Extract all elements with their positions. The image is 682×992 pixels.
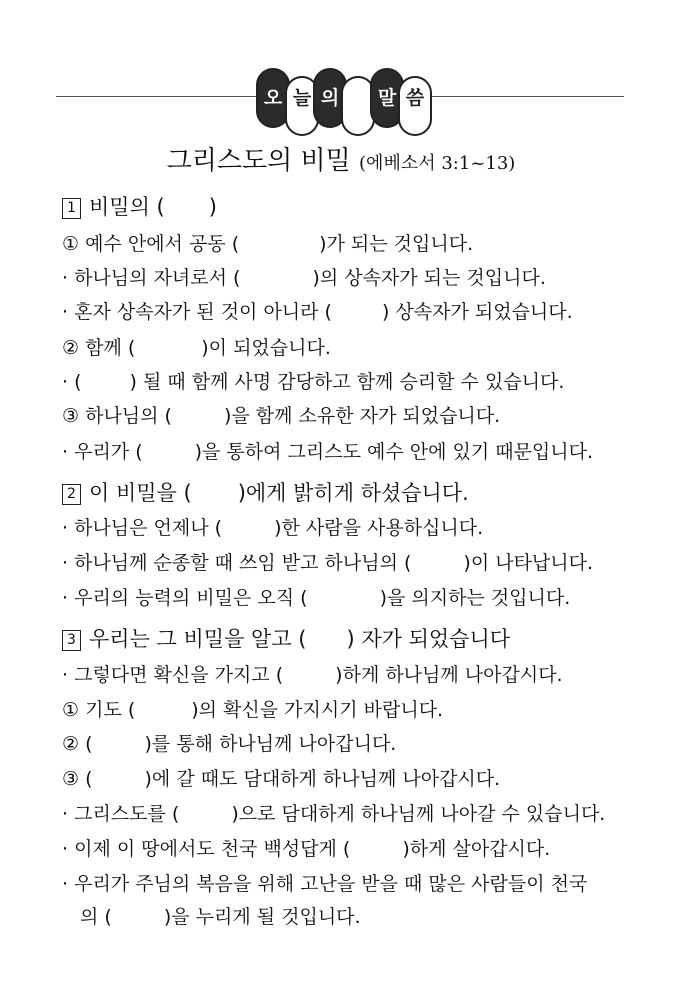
list-item-continuation: 의 ( )을 누리게 될 것입니다. — [80, 906, 361, 928]
banner-char-2: 늘 — [292, 87, 312, 109]
section-1-heading: 1 비밀의 ( ) — [62, 194, 642, 220]
list-item: ① 기도 ( )의 확신을 가지시기 바랍니다. — [62, 699, 444, 721]
list-item: · 우리가 주님의 복음을 위해 고난을 받을 때 많은 사람들이 천국 — [62, 873, 588, 895]
page-title — [0, 144, 682, 181]
section-number-box: 1 — [62, 198, 81, 219]
banner-char-1: 오 — [263, 87, 283, 109]
list-item: · 우리가 ( )을 통하여 그리스도 예수 안에 있기 때문입니다. — [62, 441, 594, 463]
banner-char-5: 씀 — [405, 87, 425, 109]
list-item: · 이제 이 땅에서도 천국 백성답게 ( )하게 살아갑시다. — [62, 838, 551, 860]
section-3-heading: 3 우리는 그 비밀을 알고 ( ) 자가 되었습니다 — [62, 626, 642, 652]
list-item: · 그리스도를 ( )으로 담대하게 하나님께 나아갈 수 있습니다. — [62, 803, 606, 825]
list-item: ③ ( )에 갈 때도 담대하게 하나님께 나아갑시다. — [62, 768, 501, 790]
section-2-heading: 2 이 비밀을 ( )에게 밝히게 하셨습니다. — [62, 480, 642, 506]
list-item: · 하나님은 언제나 ( )한 사람을 사용하십니다. — [62, 517, 484, 539]
list-item: · 하나님의 자녀로서 ( )의 상속자가 되는 것입니다. — [62, 267, 546, 289]
banner-char-3: 의 — [320, 87, 340, 109]
list-item: · 혼자 상속자가 된 것이 아니라 ( ) 상속자가 되었습니다. — [62, 301, 573, 323]
list-item: · 우리의 능력의 비밀은 오직 ( )을 의지하는 것입니다. — [62, 587, 571, 609]
list-item: ② 함께 ( )이 되었습니다. — [62, 337, 331, 359]
scripture-reference: (에베소서 3:1~13) — [359, 153, 516, 174]
banner-char-4: 말 — [377, 87, 397, 109]
list-item: · 하나님께 순종할 때 쓰임 받고 하나님의 ( )이 나타납니다. — [62, 552, 594, 574]
list-item: ③ 하나님의 ( )을 함께 소유한 자가 되었습니다. — [62, 405, 501, 427]
list-item: · 그렇다면 확신을 가지고 ( )하게 하나님께 나아갑시다. — [62, 664, 563, 686]
section-number-box: 2 — [62, 484, 81, 505]
list-item: · ( ) 될 때 함께 사명 감당하고 함께 승리할 수 있습니다. — [62, 371, 565, 393]
title-main: 그리스도의 비밀 — [166, 146, 351, 176]
section-number-box: 3 — [62, 630, 81, 651]
header-banner — [0, 62, 682, 132]
list-item: ① 예수 안에서 공동 ( )가 되는 것입니다. — [62, 233, 474, 255]
list-item: ② ( )를 통해 하나님께 나아갑니다. — [62, 733, 397, 755]
